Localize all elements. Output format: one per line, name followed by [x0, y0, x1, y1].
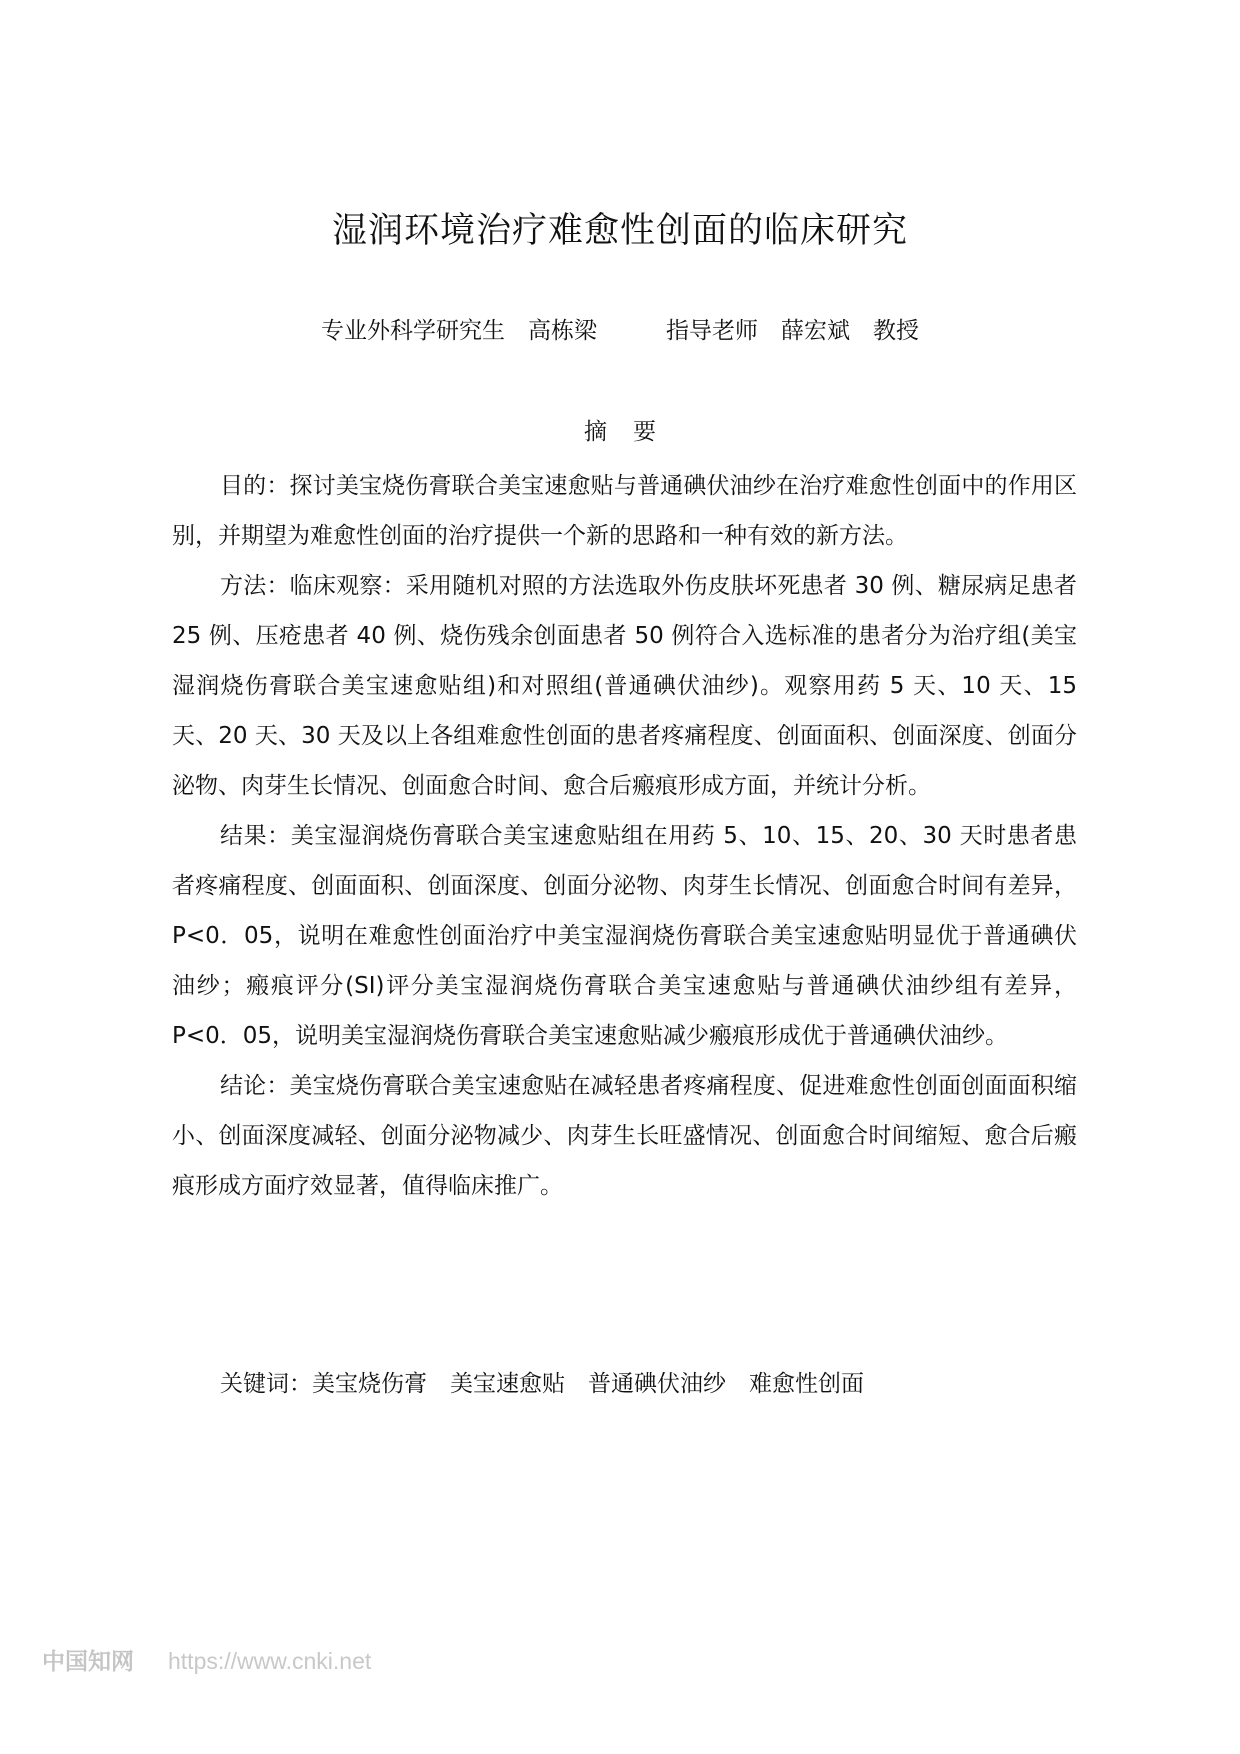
author-line: 专业外科学研究生 高栋梁 指导老师 薛宏斌 教授	[321, 318, 919, 344]
keywords-line: 关键词：美宝烧伤膏 美宝速愈贴 普通碘伏油纱 难愈性创面	[220, 1371, 864, 1397]
abstract-conclusion-paragraph: 结论：美宝烧伤膏联合美宝速愈贴在减轻患者疼痛程度、促进难愈性创面创面面积缩小、创面深度减轻、创面分泌物减少、肉芽生长旺盛情况、创面愈合时间缩短、愈合后瘢痕形成方面疗效显著，值得临床推广。	[172, 1073, 1077, 1199]
abstract-methods-paragraph: 方法：临床观察：采用随机对照的方法选取外伤皮肤坏死患者 30 例、糖尿病足患者 25 例、压疮患者 40 例、烧伤残余创面患者 50 例符合入选标准的患者分为治疗组(美宝湿润烧伤膏联合美宝速愈贴组)和对照组(普通碘伏油纱)。观察用药 5 天、10 天、15 天、20 天、30 天及以上各组难愈性创面的患者疼痛程度、创面面积、创面深度、创面分泌物、肉芽生长情况、创面愈合时间、愈合后瘢痕形成方面，并统计分析。	[172, 573, 1077, 799]
watermark-footer	[42, 1646, 371, 1677]
abstract-heading: 摘要	[584, 419, 682, 445]
cnki-url: https://www.cnki.net	[168, 1648, 372, 1674]
abstract-body	[172, 461, 1077, 1211]
paper-title: 湿润环境治疗难愈性创面的临床研究	[331, 211, 908, 251]
abstract-results-paragraph: 结果：美宝湿润烧伤膏联合美宝速愈贴组在用药 5、10、15、20、30 天时患者患者疼痛程度、创面面积、创面深度、创面分泌物、肉芽生长情况、创面愈合时间有差异，P<0．05，说明在难愈性创面治疗中美宝湿润烧伤膏联合美宝速愈贴明显优于普通碘伏油纱；瘢痕评分(SI)评分美宝湿润烧伤膏联合美宝速愈贴与普通碘伏油纱组有差异，P<0．05，说明美宝湿润烧伤膏联合美宝速愈贴减少瘢痕形成优于普通碘伏油纱。	[172, 823, 1077, 1049]
abstract-objective-paragraph: 目的：探讨美宝烧伤膏联合美宝速愈贴与普通碘伏油纱在治疗难愈性创面中的作用区别，并期望为难愈性创面的治疗提供一个新的思路和一种有效的新方法。	[172, 473, 1077, 549]
cnki-logo-text: 中国知网	[42, 1649, 134, 1675]
